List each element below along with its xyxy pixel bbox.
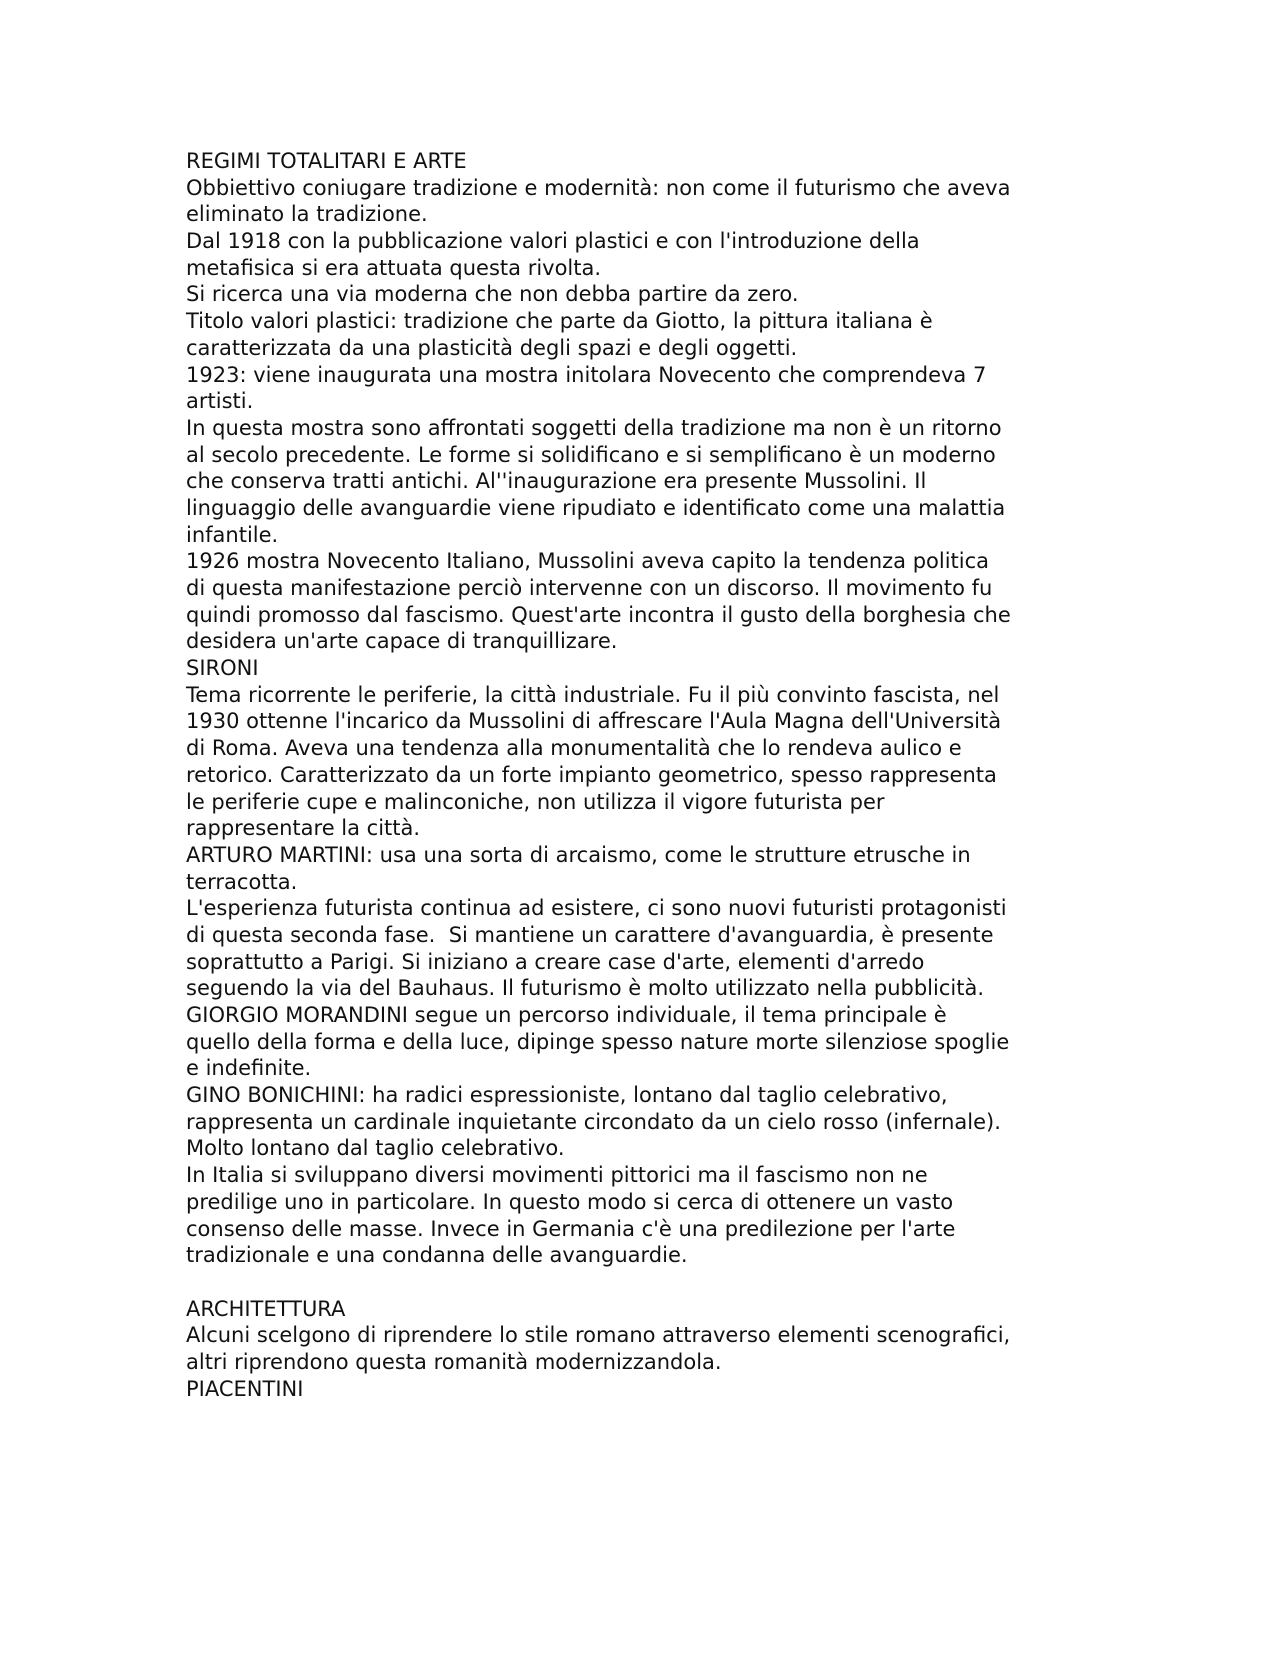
document-page [186, 148, 1096, 1402]
text-line: le periferie cupe e malinconiche, non utilizza il vigore futurista per [186, 789, 885, 814]
text-line: 1930 ottenne l'incarico da Mussolini di affrescare l'Aula Magna dell'Università [186, 709, 1002, 734]
text-line: retorico. Caratterizzato da un forte impianto geometrico, spesso rappresenta [186, 762, 997, 787]
text-line: infantile. [186, 522, 279, 547]
text-line: di questa manifestazione perciò intervenne con un discorso. Il movimento fu [186, 576, 993, 600]
text-line: GIORGIO MORANDINI segue un percorso individuale, il tema principale è [186, 1003, 947, 1027]
section-heading-piacentini: PIACENTINI [186, 1376, 304, 1401]
text-line: quindi promosso dal fascismo. Quest'arte incontra il gusto della borghesia che [186, 602, 1011, 627]
text-line: metafisica si era attuata questa rivolta. [186, 255, 602, 280]
text-line: predilige uno in particolare. In questo modo si cerca di ottenere un vasto [186, 1189, 954, 1214]
text-line: rappresenta un cardinale inquietante circondato da un cielo rosso (infernale). [186, 1109, 1001, 1134]
text-line: 1926 mostra Novecento Italiano, Mussolini aveva capito la tendenza politica [186, 549, 990, 574]
text-line: rappresentare la città. [186, 816, 421, 841]
document-title: REGIMI TOTALITARI E ARTE [186, 149, 467, 173]
text-line: soprattutto a Parigi. Si iniziano a creare case d'arte, elementi d'arredo [186, 949, 925, 974]
text-line: ARTURO MARTINI: usa una sorta di arcaismo, come le strutture etrusche in [186, 842, 971, 867]
text-line: In questa mostra sono affrontati soggetti della tradizione ma non è un ritorno [186, 415, 1002, 440]
text-line: Dal 1918 con la pubblicazione valori plastici e con l'introduzione della [186, 229, 920, 254]
text-line: Si ricerca una via moderna che non debba partire da zero. [186, 282, 799, 307]
text-line: linguaggio delle avanguardie viene ripudiato e identificato come una malattia [186, 495, 1006, 520]
blank-line [186, 1269, 1096, 1296]
text-line: Tema ricorrente le periferie, la città industriale. Fu il più convinto fascista, nel [186, 682, 1000, 707]
text-line: e indefinite. [186, 1056, 312, 1081]
text-line: L'esperienza futurista continua ad esistere, ci sono nuovi futuristi protagonisti [186, 896, 1007, 921]
text-line: di Roma. Aveva una tendenza alla monumentalità che lo rendeva aulico e [186, 736, 962, 761]
text-line: tradizionale e una condanna delle avanguardie. [186, 1243, 688, 1268]
text-line: terracotta. [186, 869, 298, 894]
text-line: Obbiettivo coniugare tradizione e modernità: non come il futurismo che aveva [186, 175, 1011, 200]
text-line: al secolo precedente. Le forme si solidificano e si semplificano è un moderno [186, 442, 996, 467]
text-line: consenso delle masse. Invece in Germania c'è una predilezione per l'arte [186, 1216, 956, 1241]
section-heading-sironi: SIRONI [186, 656, 259, 681]
section-heading-architettura: ARCHITETTURA [186, 1296, 346, 1321]
text-line: 1923: viene inaugurata una mostra initolara Novecento che comprendeva 7 [186, 362, 987, 387]
text-line: seguendo la via del Bauhaus. Il futurismo è molto utilizzato nella pubblicità. [186, 976, 985, 1001]
text-line: eliminato la tradizione. [186, 202, 428, 227]
text-line: quello della forma e della luce, dipinge spesso nature morte silenziose spoglie [186, 1029, 1010, 1054]
text-line: Molto lontano dal taglio celebrativo. [186, 1136, 565, 1161]
text-line: GINO BONICHINI: ha radici espressioniste, lontano dal taglio celebrativo, [186, 1083, 948, 1108]
text-line: altri riprendono questa romanità modernizzandola. [186, 1349, 722, 1374]
text-line: caratterizzata da una plasticità degli spazi e degli oggetti. [186, 335, 798, 360]
text-line: di questa seconda fase. Si mantiene un carattere d'avanguardia, è presente [186, 922, 994, 947]
text-line: Titolo valori plastici: tradizione che parte da Giotto, la pittura italiana è [186, 309, 933, 334]
text-line: che conserva tratti antichi. Al''inaugurazione era presente Mussolini. Il [186, 469, 927, 494]
text-line: desidera un'arte capace di tranquillizare. [186, 629, 618, 654]
text-line: artisti. [186, 389, 254, 414]
text-line: In Italia si sviluppano diversi movimenti pittorici ma il fascismo non ne [186, 1163, 928, 1188]
text-line: Alcuni scelgono di riprendere lo stile romano attraverso elementi scenografici, [186, 1323, 1011, 1348]
